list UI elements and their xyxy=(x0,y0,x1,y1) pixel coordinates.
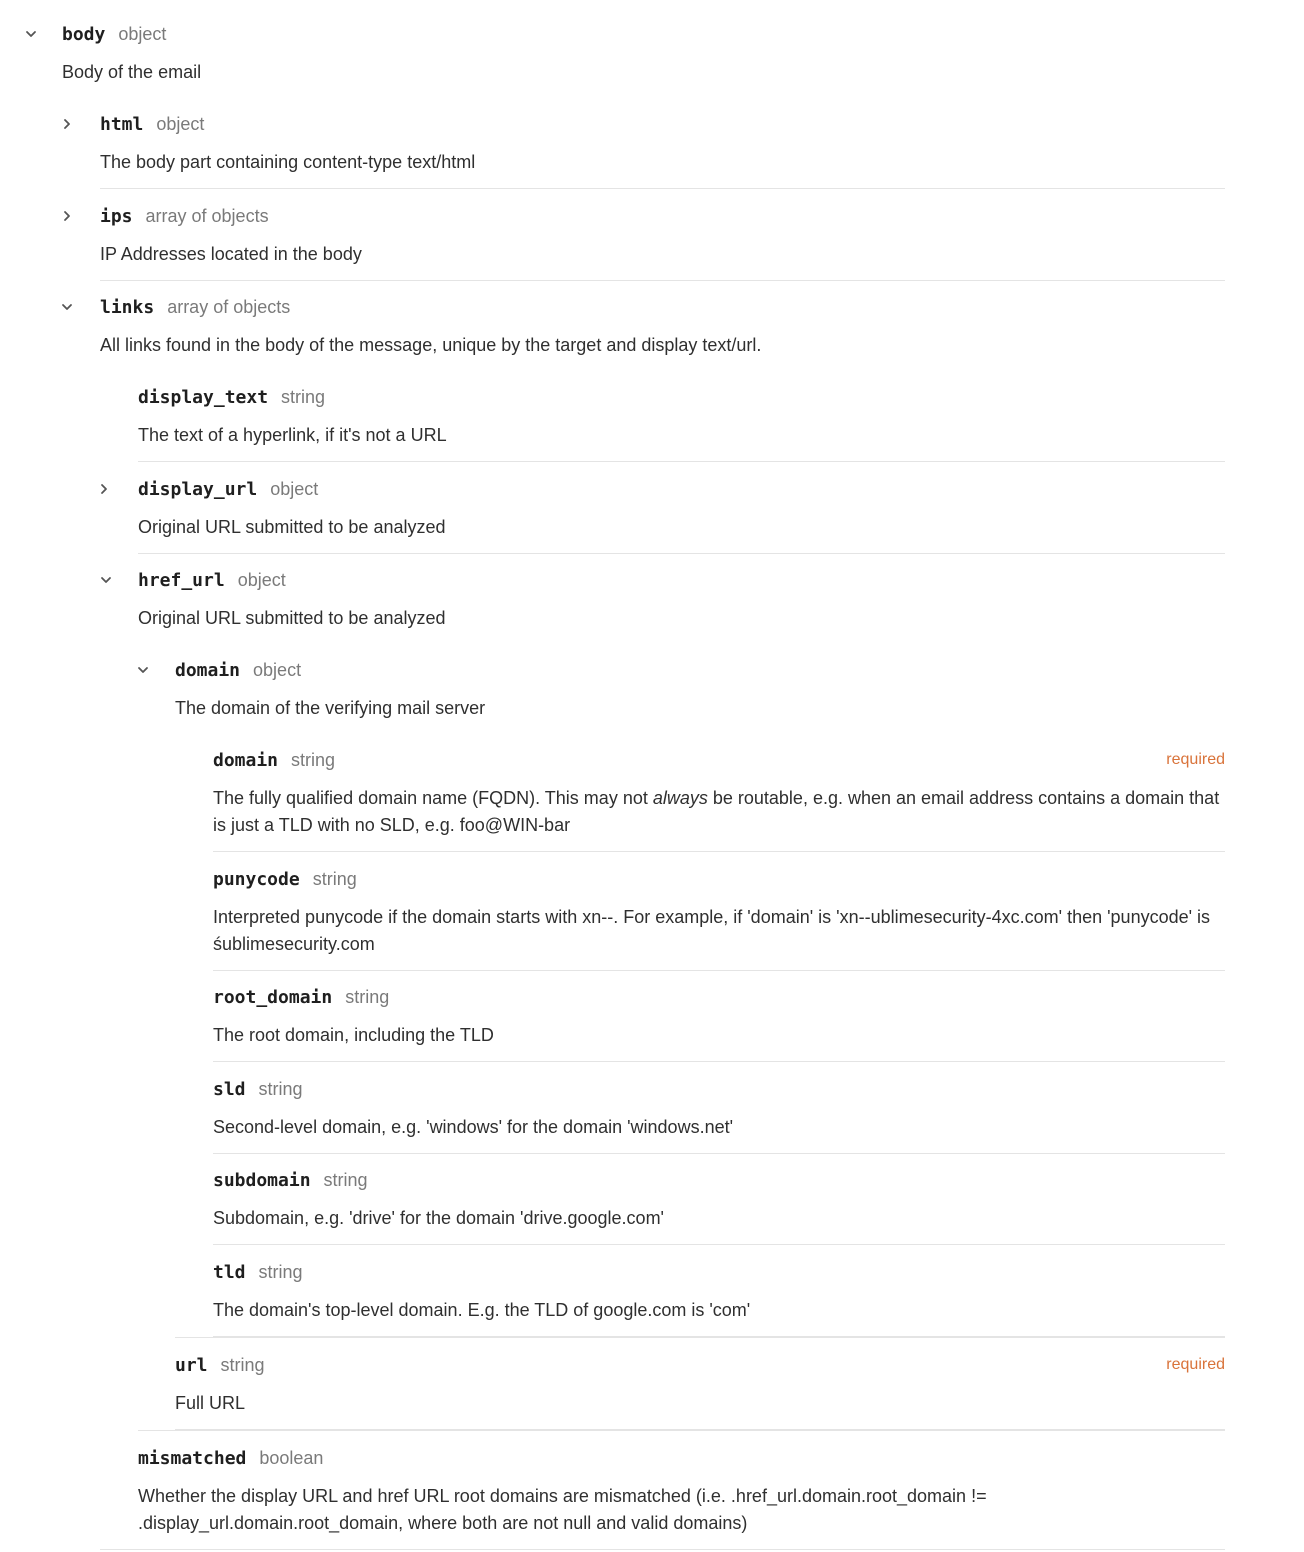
field-description: All links found in the body of the message, unique by the target and display text/url. xyxy=(100,335,762,355)
field-type: object xyxy=(270,478,319,499)
field-display-text xyxy=(138,382,1225,462)
field-name: tld xyxy=(213,1261,246,1283)
field-name: sld xyxy=(213,1078,246,1100)
field-name: root_domain xyxy=(213,986,333,1008)
field-type: string xyxy=(312,868,357,889)
field-href-url xyxy=(138,565,1225,635)
field-description: The body part containing content-type text/html xyxy=(100,152,476,172)
field-subdomain xyxy=(213,1165,1225,1245)
field-html xyxy=(100,109,1225,189)
field-header[interactable] xyxy=(100,109,1225,139)
field-name: domain xyxy=(213,749,279,771)
field-name: display_text xyxy=(138,386,269,408)
divider xyxy=(100,1549,1225,1550)
field-domain-object xyxy=(175,655,1225,725)
field-name: url xyxy=(175,1354,208,1376)
field-description: The domain of the verifying mail server xyxy=(175,698,486,718)
field-type: string xyxy=(281,386,326,407)
chevron-down-icon[interactable] xyxy=(16,19,46,49)
field-type: object xyxy=(156,113,205,134)
field-description: Subdomain, e.g. 'drive' for the domain 'drive.google.com' xyxy=(213,1208,664,1228)
field-description: Whether the display URL and href URL root domains are mismatched (i.e. .href_url.domain.root_domain != .display_url.domain.root_domain, where both are not null and valid domains) xyxy=(138,1486,987,1533)
chevron-down-icon[interactable] xyxy=(128,655,158,685)
field-type: array of objects xyxy=(167,296,291,317)
field-description: Second-level domain, e.g. 'windows' for the domain 'windows.net' xyxy=(213,1117,734,1137)
field-name: punycode xyxy=(213,868,300,890)
chevron-right-icon[interactable] xyxy=(52,109,82,139)
chevron-down-icon[interactable] xyxy=(91,565,121,595)
field-header[interactable] xyxy=(100,292,1225,322)
field-description: IP Addresses located in the body xyxy=(100,244,362,264)
field-header xyxy=(213,1165,1225,1195)
field-type: object xyxy=(253,659,302,680)
field-type: object xyxy=(118,23,167,44)
field-header xyxy=(213,1074,1225,1104)
field-name: html xyxy=(100,113,144,135)
field-description: Full URL xyxy=(175,1393,246,1413)
field-name: body xyxy=(62,23,106,45)
field-body xyxy=(62,19,1225,89)
field-punycode xyxy=(213,864,1225,971)
field-name: links xyxy=(100,296,155,318)
field-name: ips xyxy=(100,205,133,227)
field-tld xyxy=(213,1257,1225,1337)
field-name: subdomain xyxy=(213,1169,311,1191)
required-badge: required xyxy=(1166,751,1225,768)
field-header xyxy=(213,1257,1225,1287)
field-description: Body of the email xyxy=(62,62,202,82)
required-badge: required xyxy=(1166,1356,1225,1373)
field-name: href_url xyxy=(138,569,225,591)
field-name: display_url xyxy=(138,478,258,500)
field-type: boolean xyxy=(259,1447,324,1468)
field-description: Interpreted punycode if the domain starts with xn--. For example, if 'domain' is 'xn--ublimesecurity-4xc.com' then 'punycode' is śublimesecurity.com xyxy=(213,907,1211,954)
field-header xyxy=(138,1443,1225,1473)
field-name: mismatched xyxy=(138,1447,247,1469)
field-header[interactable] xyxy=(100,201,1225,231)
field-description: The fully qualified domain name (FQDN). This may not always be routable, e.g. when an email address contains a domain that is just a TLD with no SLD, e.g. foo@WIN-bar xyxy=(213,788,1220,835)
field-header[interactable] xyxy=(62,19,1225,49)
field-sld xyxy=(213,1074,1225,1154)
field-type: string xyxy=(220,1354,265,1375)
field-description: The domain's top-level domain. E.g. the TLD of google.com is 'com' xyxy=(213,1300,751,1320)
field-type: object xyxy=(237,569,286,590)
field-description: The text of a hyperlink, if it's not a URL xyxy=(138,425,447,445)
field-header xyxy=(213,745,1225,775)
field-mismatched xyxy=(138,1443,1225,1549)
field-header[interactable] xyxy=(175,655,1225,685)
field-header[interactable] xyxy=(138,565,1225,595)
field-type: string xyxy=(345,986,390,1007)
field-links xyxy=(100,292,1225,362)
field-description: Original URL submitted to be analyzed xyxy=(138,608,446,628)
field-header xyxy=(213,864,1225,894)
field-url xyxy=(175,1350,1225,1430)
field-display-url xyxy=(138,474,1225,554)
field-header xyxy=(175,1350,1225,1380)
divider xyxy=(138,1430,1225,1431)
field-type: string xyxy=(323,1169,368,1190)
field-header xyxy=(213,982,1225,1012)
field-root-domain xyxy=(213,982,1225,1062)
field-type: string xyxy=(258,1078,303,1099)
field-description: The root domain, including the TLD xyxy=(213,1025,494,1045)
field-name: domain xyxy=(175,659,241,681)
chevron-down-icon[interactable] xyxy=(52,292,82,322)
field-type: string xyxy=(258,1261,303,1282)
field-header xyxy=(138,382,1225,412)
chevron-right-icon[interactable] xyxy=(89,474,119,504)
field-domain xyxy=(213,745,1225,852)
divider xyxy=(175,1337,1225,1338)
field-type: array of objects xyxy=(145,205,269,226)
field-type: string xyxy=(291,749,336,770)
field-description: Original URL submitted to be analyzed xyxy=(138,517,446,537)
chevron-right-icon[interactable] xyxy=(52,201,82,231)
field-ips xyxy=(100,201,1225,281)
field-header[interactable] xyxy=(138,474,1225,504)
